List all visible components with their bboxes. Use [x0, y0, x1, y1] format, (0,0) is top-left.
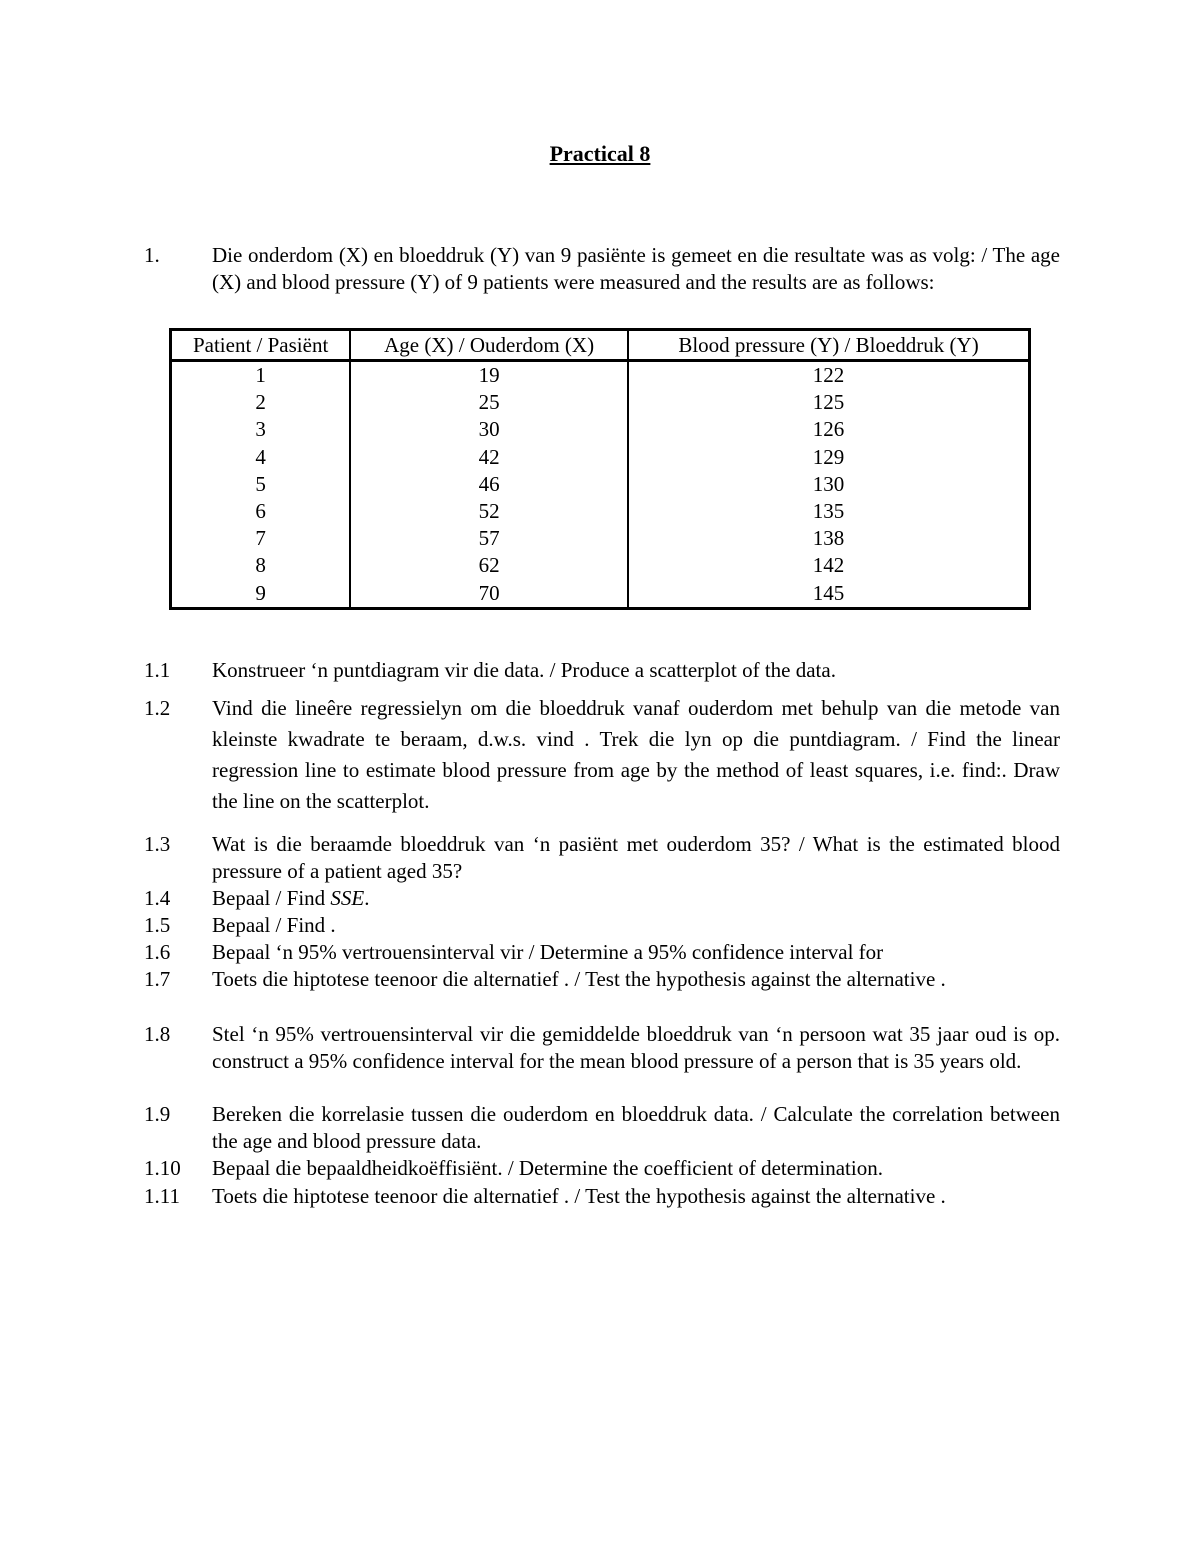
page-title: Practical 8 [549, 141, 651, 166]
question-text: Die onderdom (X) en bloeddruk (Y) van 9 pasiënte is gemeet en die resultate was as volg: / The age (X) and blood pressure (Y) of 9 patients were measured and the results are as follows: [212, 243, 1060, 294]
cell-age: 25 [350, 389, 628, 416]
question-text-end: . [364, 886, 370, 910]
cell-patient: 7 [255, 526, 266, 551]
cell-blood-pressure: 126 [628, 416, 1029, 443]
table-row [171, 444, 1030, 471]
question-number: 1.2 [144, 696, 171, 720]
question-1-7 [144, 966, 1060, 993]
question-number: 1.4 [144, 886, 171, 910]
question-text: Toets die hiptotese teenoor die alternatief . / Test the hypothesis against the alternative . [212, 967, 946, 991]
cell-age: 62 [350, 552, 628, 579]
table-row [171, 471, 1030, 498]
cell-blood-pressure: 145 [628, 580, 1029, 609]
question-number: 1.6 [144, 940, 171, 964]
data-table [169, 328, 1031, 610]
question-number: 1. [144, 243, 160, 267]
cell-patient: 1 [255, 363, 266, 388]
table-row [171, 498, 1030, 525]
cell-patient: 4 [255, 444, 266, 469]
table-row [171, 580, 1030, 609]
cell-patient: 3 [255, 417, 266, 442]
sse-term: SSE [330, 886, 365, 910]
question-1-9 [144, 1101, 1060, 1154]
cell-age: 70 [350, 580, 628, 609]
question-1-10 [144, 1155, 1060, 1182]
question-text: Bepaal / Find . [212, 913, 336, 937]
question-number: 1.9 [144, 1102, 171, 1126]
question-text: Bepaal die bepaaldheidkoëffisiënt. / Determine the coefficient of determination. [212, 1156, 883, 1180]
question-number: 1.5 [144, 913, 171, 937]
question-text: Stel ‘n 95% vertrouensinterval vir die gemiddelde bloeddruk van ‘n persoon wat 35 jaar oud is op. construct a 95% confidence interval for the mean blood pressure of a person that is 35 years old. [212, 1022, 1060, 1073]
question-1-6 [144, 939, 1060, 966]
cell-age: 46 [350, 471, 628, 498]
table-row [171, 361, 1030, 390]
question-1-4 [144, 885, 1060, 912]
question-number: 1.11 [144, 1184, 180, 1208]
cell-age: 52 [350, 498, 628, 525]
cell-blood-pressure: 130 [628, 471, 1029, 498]
cell-patient: 2 [255, 390, 266, 415]
question-number: 1.10 [144, 1156, 181, 1180]
question-text [212, 885, 1060, 912]
question-1-8 [144, 1021, 1060, 1074]
cell-blood-pressure: 122 [628, 361, 1029, 390]
question-text: Bereken die korrelasie tussen die ouderdom en bloeddruk data. / Calculate the correlation between the age and blood pressure data. [212, 1102, 1060, 1153]
header-patient: Patient / Pasiënt [171, 330, 351, 361]
question-1-5 [144, 912, 1060, 939]
header-age: Age (X) / Ouderdom (X) [350, 330, 628, 361]
question-number: 1.3 [144, 832, 171, 856]
question-1-11 [144, 1183, 1060, 1210]
table-row [171, 416, 1030, 443]
cell-patient: 9 [255, 580, 266, 605]
cell-patient: 5 [255, 471, 266, 496]
header-blood-pressure: Blood pressure (Y) / Bloeddruk (Y) [628, 330, 1029, 361]
cell-age: 42 [350, 444, 628, 471]
question-number: 1.8 [144, 1022, 171, 1046]
question-text-main: Bepaal / Find [212, 886, 331, 910]
question-1-2 [144, 693, 1060, 817]
cell-blood-pressure: 138 [628, 525, 1029, 552]
table-row [171, 552, 1030, 579]
cell-patient: 8 [255, 553, 266, 578]
question-text: Toets die hiptotese teenoor die alternatief . / Test the hypothesis against the alternative . [212, 1184, 946, 1208]
cell-patient: 6 [255, 499, 266, 524]
cell-blood-pressure: 142 [628, 552, 1029, 579]
table-row [171, 389, 1030, 416]
cell-age: 19 [350, 361, 628, 390]
question-text: Bepaal ‘n 95% vertrouensinterval vir / Determine a 95% confidence interval for [212, 940, 884, 964]
cell-blood-pressure: 125 [628, 389, 1029, 416]
table-header-row [171, 330, 1030, 361]
question-1-3 [144, 831, 1060, 884]
question-text: Konstrueer ‘n puntdiagram vir die data. / Produce a scatterplot of the data. [212, 658, 836, 682]
question-1 [144, 242, 1060, 295]
question-number: 1.1 [144, 658, 171, 682]
cell-blood-pressure: 129 [628, 444, 1029, 471]
question-text: Wat is die beraamde bloeddruk van ‘n pasiënt met ouderdom 35? / What is the estimated blood pressure of a patient aged 35? [212, 832, 1060, 883]
cell-age: 57 [350, 525, 628, 552]
question-text: Vind die lineêre regressielyn om die bloeddruk vanaf ouderdom met behulp van die metode van kleinste kwadrate te beraam, d.w.s. vind . Trek die lyn op die puntdiagram. / Find the linear regression line to estimate blood pressure from age by the method of least squares, i.e. find:. Draw the line on the scatterplot. [212, 696, 1060, 813]
question-1-1 [144, 657, 1060, 684]
cell-age: 30 [350, 416, 628, 443]
cell-blood-pressure: 135 [628, 498, 1029, 525]
question-number: 1.7 [144, 967, 171, 991]
table-row [171, 525, 1030, 552]
